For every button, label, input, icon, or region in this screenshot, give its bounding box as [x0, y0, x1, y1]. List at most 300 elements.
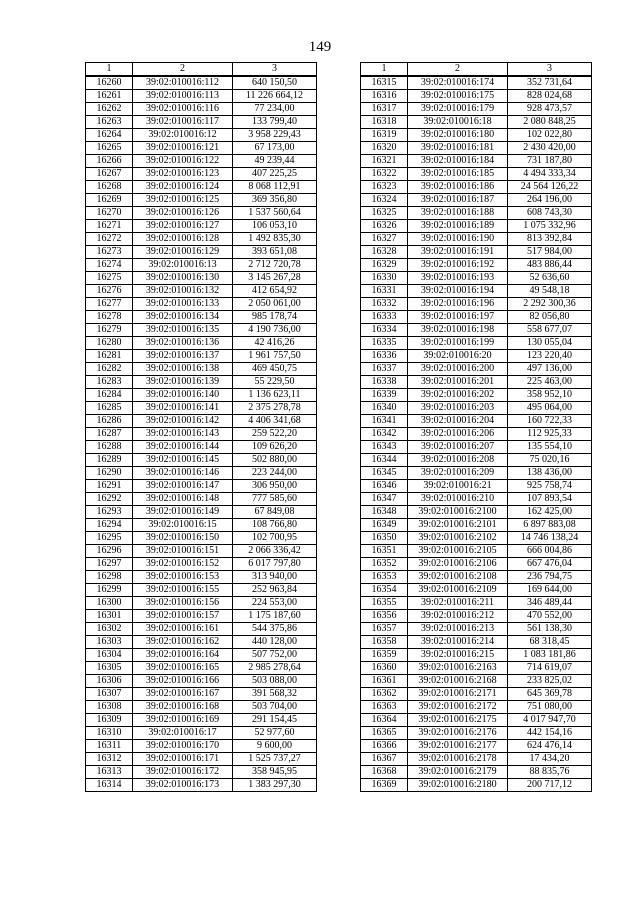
table-row	[361, 76, 592, 90]
cadastral-number-cell: 39:02:010016:209	[408, 467, 508, 480]
row-number-cell: 16324	[361, 194, 408, 207]
table-row	[86, 337, 317, 350]
value-cell: 1 525 737,27	[233, 753, 317, 766]
left-table	[85, 62, 317, 792]
value-cell: 358 945,95	[233, 766, 317, 779]
row-number-cell: 16295	[86, 532, 133, 545]
row-number-cell: 16331	[361, 285, 408, 298]
cadastral-number-cell: 39:02:010016:134	[133, 311, 233, 324]
cadastral-number-cell: 39:02:010016:116	[133, 103, 233, 116]
value-cell: 11 226 664,12	[233, 90, 317, 103]
value-cell: 1 136 623,11	[233, 389, 317, 402]
value-cell: 162 425,00	[508, 506, 592, 519]
row-number-cell: 16343	[361, 441, 408, 454]
cadastral-number-cell: 39:02:010016:174	[408, 76, 508, 90]
table-row	[361, 142, 592, 155]
table-row	[361, 662, 592, 675]
row-number-cell: 16360	[361, 662, 408, 675]
row-number-cell: 16312	[86, 753, 133, 766]
cadastral-number-cell: 39:02:010016:212	[408, 610, 508, 623]
cadastral-number-cell: 39:02:010016:202	[408, 389, 508, 402]
cadastral-number-cell: 39:02:010016:169	[133, 714, 233, 727]
table-row	[86, 766, 317, 779]
value-cell: 391 568,32	[233, 688, 317, 701]
value-cell: 6 897 883,08	[508, 519, 592, 532]
cadastral-number-cell: 39:02:010016:168	[133, 701, 233, 714]
cadastral-number-cell: 39:02:010016:208	[408, 454, 508, 467]
cadastral-number-cell: 39:02:010016:129	[133, 246, 233, 259]
cadastral-number-cell: 39:02:010016:151	[133, 545, 233, 558]
cadastral-number-cell: 39:02:010016:161	[133, 623, 233, 636]
row-number-cell: 16341	[361, 415, 408, 428]
value-cell: 507 752,00	[233, 649, 317, 662]
row-number-cell: 16325	[361, 207, 408, 220]
value-cell: 75 020,16	[508, 454, 592, 467]
table-row	[86, 428, 317, 441]
cadastral-number-cell: 39:02:010016:167	[133, 688, 233, 701]
value-cell: 1 175 187,60	[233, 610, 317, 623]
value-cell: 236 794,75	[508, 571, 592, 584]
row-number-cell: 16266	[86, 155, 133, 168]
row-number-cell: 16347	[361, 493, 408, 506]
table-row	[361, 584, 592, 597]
row-number-cell: 16339	[361, 389, 408, 402]
table-row	[86, 168, 317, 181]
table-row	[86, 441, 317, 454]
cadastral-number-cell: 39:02:010016:145	[133, 454, 233, 467]
cadastral-number-cell: 39:02:010016:153	[133, 571, 233, 584]
value-cell: 1 083 181,86	[508, 649, 592, 662]
cadastral-number-cell: 39:02:010016:146	[133, 467, 233, 480]
table-row	[361, 181, 592, 194]
row-number-cell: 16319	[361, 129, 408, 142]
value-cell: 1 961 757,50	[233, 350, 317, 363]
cadastral-number-cell: 39:02:010016:200	[408, 363, 508, 376]
cadastral-number-cell: 39:02:010016:206	[408, 428, 508, 441]
value-cell: 67 173,00	[233, 142, 317, 155]
table-row	[361, 493, 592, 506]
cadastral-number-cell: 39:02:010016:197	[408, 311, 508, 324]
cadastral-number-cell: 39:02:010016:148	[133, 493, 233, 506]
row-number-cell: 16311	[86, 740, 133, 753]
row-number-cell: 16352	[361, 558, 408, 571]
value-cell: 393 651,08	[233, 246, 317, 259]
row-number-cell: 16346	[361, 480, 408, 493]
row-number-cell: 16333	[361, 311, 408, 324]
cadastral-number-cell: 39:02:010016:198	[408, 324, 508, 337]
value-cell: 358 952,10	[508, 389, 592, 402]
cadastral-number-cell: 39:02:010016:156	[133, 597, 233, 610]
table-row	[86, 363, 317, 376]
row-number-cell: 16322	[361, 168, 408, 181]
cadastral-number-cell: 39:02:010016:125	[133, 194, 233, 207]
row-number-cell: 16276	[86, 285, 133, 298]
cadastral-number-cell: 39:02:010016:149	[133, 506, 233, 519]
row-number-cell: 16280	[86, 337, 133, 350]
cadastral-number-cell: 39:02:010016:2163	[408, 662, 508, 675]
row-number-cell: 16279	[86, 324, 133, 337]
table-row	[361, 155, 592, 168]
table-row	[361, 532, 592, 545]
table-row	[86, 727, 317, 740]
cadastral-number-cell: 39:02:010016:188	[408, 207, 508, 220]
table-row	[86, 233, 317, 246]
value-cell: 469 450,75	[233, 363, 317, 376]
table-row	[86, 389, 317, 402]
value-cell: 640 150,50	[233, 76, 317, 90]
row-number-cell: 16330	[361, 272, 408, 285]
table-row	[86, 402, 317, 415]
row-number-cell: 16298	[86, 571, 133, 584]
cadastral-number-cell: 39:02:010016:128	[133, 233, 233, 246]
value-cell: 233 825,02	[508, 675, 592, 688]
cadastral-number-cell: 39:02:010016:173	[133, 779, 233, 792]
row-number-cell: 16356	[361, 610, 408, 623]
cadastral-number-cell: 39:02:010016:15	[133, 519, 233, 532]
cadastral-number-cell: 39:02:010016:122	[133, 155, 233, 168]
table-row	[361, 727, 592, 740]
value-cell: 2 375 278,78	[233, 402, 317, 415]
value-cell: 4 190 736,00	[233, 324, 317, 337]
table-row	[86, 636, 317, 649]
table-row	[361, 376, 592, 389]
cadastral-number-cell: 39:02:010016:186	[408, 181, 508, 194]
row-number-cell: 16274	[86, 259, 133, 272]
row-number-cell: 16366	[361, 740, 408, 753]
value-cell: 714 619,07	[508, 662, 592, 675]
row-number-cell: 16365	[361, 727, 408, 740]
value-cell: 346 489,44	[508, 597, 592, 610]
value-cell: 731 187,80	[508, 155, 592, 168]
value-cell: 1 492 835,30	[233, 233, 317, 246]
row-number-cell: 16320	[361, 142, 408, 155]
value-cell: 49 548,18	[508, 285, 592, 298]
cadastral-number-cell: 39:02:010016:126	[133, 207, 233, 220]
row-number-cell: 16277	[86, 298, 133, 311]
table-row	[361, 480, 592, 493]
row-number-cell: 16288	[86, 441, 133, 454]
value-cell: 49 239,44	[233, 155, 317, 168]
table-row	[86, 350, 317, 363]
table-row	[86, 181, 317, 194]
table-row	[361, 740, 592, 753]
table-row	[86, 259, 317, 272]
cadastral-number-cell: 39:02:010016:150	[133, 532, 233, 545]
row-number-cell: 16327	[361, 233, 408, 246]
cadastral-number-cell: 39:02:010016:2180	[408, 779, 508, 792]
value-cell: 4 017 947,70	[508, 714, 592, 727]
cadastral-number-cell: 39:02:010016:133	[133, 298, 233, 311]
value-cell: 8 068 112,91	[233, 181, 317, 194]
table-row	[86, 571, 317, 584]
row-number-cell: 16265	[86, 142, 133, 155]
row-number-cell: 16304	[86, 649, 133, 662]
cadastral-number-cell: 39:02:010016:191	[408, 246, 508, 259]
value-cell: 107 893,54	[508, 493, 592, 506]
table-row	[361, 272, 592, 285]
table-row	[86, 519, 317, 532]
cadastral-number-cell: 39:02:010016:142	[133, 415, 233, 428]
row-number-cell: 16342	[361, 428, 408, 441]
value-cell: 503 704,00	[233, 701, 317, 714]
value-cell: 645 369,78	[508, 688, 592, 701]
value-cell: 3 958 229,43	[233, 129, 317, 142]
cadastral-number-cell: 39:02:010016:13	[133, 259, 233, 272]
row-number-cell: 16345	[361, 467, 408, 480]
value-cell: 497 136,00	[508, 363, 592, 376]
table-row	[86, 272, 317, 285]
row-number-cell: 16338	[361, 376, 408, 389]
table-row	[361, 597, 592, 610]
row-number-cell: 16264	[86, 129, 133, 142]
value-cell: 369 356,80	[233, 194, 317, 207]
row-number-cell: 16299	[86, 584, 133, 597]
cadastral-number-cell: 39:02:010016:2168	[408, 675, 508, 688]
cadastral-number-cell: 39:02:010016:171	[133, 753, 233, 766]
value-cell: 666 004,86	[508, 545, 592, 558]
row-number-cell: 16270	[86, 207, 133, 220]
value-cell: 4 406 341,68	[233, 415, 317, 428]
value-cell: 313 940,00	[233, 571, 317, 584]
table-row	[361, 207, 592, 220]
table-row	[361, 766, 592, 779]
value-cell: 2 050 061,00	[233, 298, 317, 311]
cadastral-number-cell: 39:02:010016:172	[133, 766, 233, 779]
table-row	[86, 467, 317, 480]
value-cell: 985 178,74	[233, 311, 317, 324]
table-row	[86, 753, 317, 766]
table-row	[361, 402, 592, 415]
table-row	[86, 454, 317, 467]
table-row	[361, 389, 592, 402]
row-number-cell: 16364	[361, 714, 408, 727]
row-number-cell: 16355	[361, 597, 408, 610]
table-row	[361, 168, 592, 181]
table-row	[86, 675, 317, 688]
table-row	[86, 558, 317, 571]
cadastral-number-cell: 39:02:010016:210	[408, 493, 508, 506]
cadastral-number-cell: 39:02:010016:2100	[408, 506, 508, 519]
cadastral-number-cell: 39:02:010016:213	[408, 623, 508, 636]
row-number-cell: 16315	[361, 76, 408, 90]
value-cell: 138 436,00	[508, 467, 592, 480]
cadastral-number-cell: 39:02:010016:144	[133, 441, 233, 454]
cadastral-number-cell: 39:02:010016:17	[133, 727, 233, 740]
row-number-cell: 16340	[361, 402, 408, 415]
table-row	[361, 428, 592, 441]
header-cell-3: 3	[233, 63, 317, 77]
cadastral-number-cell: 39:02:010016:204	[408, 415, 508, 428]
value-cell: 517 984,00	[508, 246, 592, 259]
table-row	[86, 597, 317, 610]
row-number-cell: 16362	[361, 688, 408, 701]
table-row	[86, 155, 317, 168]
table-row	[361, 415, 592, 428]
cadastral-number-cell: 39:02:010016:123	[133, 168, 233, 181]
table-row	[361, 454, 592, 467]
row-number-cell: 16329	[361, 259, 408, 272]
value-cell: 2 080 848,25	[508, 116, 592, 129]
cadastral-number-cell: 39:02:010016:180	[408, 129, 508, 142]
value-cell: 160 722,33	[508, 415, 592, 428]
row-number-cell: 16286	[86, 415, 133, 428]
table-row	[361, 649, 592, 662]
value-cell: 412 654,92	[233, 285, 317, 298]
cadastral-number-cell: 39:02:010016:214	[408, 636, 508, 649]
table-row	[361, 506, 592, 519]
row-number-cell: 16284	[86, 389, 133, 402]
cadastral-number-cell: 39:02:010016:18	[408, 116, 508, 129]
value-cell: 109 626,20	[233, 441, 317, 454]
cadastral-number-cell: 39:02:010016:2101	[408, 519, 508, 532]
table-row	[86, 688, 317, 701]
cadastral-number-cell: 39:02:010016:162	[133, 636, 233, 649]
row-number-cell: 16282	[86, 363, 133, 376]
value-cell: 407 225,25	[233, 168, 317, 181]
value-cell: 102 022,80	[508, 129, 592, 142]
row-number-cell: 16306	[86, 675, 133, 688]
table-row	[361, 90, 592, 103]
value-cell: 440 128,00	[233, 636, 317, 649]
value-cell: 667 476,04	[508, 558, 592, 571]
table-row	[361, 519, 592, 532]
value-cell: 130 055,04	[508, 337, 592, 350]
value-cell: 6 017 797,80	[233, 558, 317, 571]
cadastral-number-cell: 39:02:010016:121	[133, 142, 233, 155]
value-cell: 264 196,00	[508, 194, 592, 207]
row-number-cell: 16260	[86, 76, 133, 90]
table-row	[361, 441, 592, 454]
table-row	[86, 545, 317, 558]
table-row	[361, 233, 592, 246]
row-number-cell: 16294	[86, 519, 133, 532]
row-number-cell: 16336	[361, 350, 408, 363]
value-cell: 291 154,45	[233, 714, 317, 727]
table-row	[86, 285, 317, 298]
row-number-cell: 16301	[86, 610, 133, 623]
value-cell: 2 712 720,78	[233, 259, 317, 272]
value-cell: 88 835,76	[508, 766, 592, 779]
value-cell: 123 220,40	[508, 350, 592, 363]
value-cell: 3 145 267,28	[233, 272, 317, 285]
row-number-cell: 16302	[86, 623, 133, 636]
cadastral-number-cell: 39:02:010016:175	[408, 90, 508, 103]
cadastral-number-cell: 39:02:010016:147	[133, 480, 233, 493]
row-number-cell: 16328	[361, 246, 408, 259]
value-cell: 483 886,44	[508, 259, 592, 272]
value-cell: 561 138,30	[508, 623, 592, 636]
table-row	[86, 532, 317, 545]
cadastral-number-cell: 39:02:010016:20	[408, 350, 508, 363]
row-number-cell: 16283	[86, 376, 133, 389]
row-number-cell: 16269	[86, 194, 133, 207]
cadastral-number-cell: 39:02:010016:211	[408, 597, 508, 610]
cadastral-number-cell: 39:02:010016:166	[133, 675, 233, 688]
table-row	[86, 493, 317, 506]
row-number-cell: 16303	[86, 636, 133, 649]
cadastral-number-cell: 39:02:010016:165	[133, 662, 233, 675]
cadastral-number-cell: 39:02:010016:2178	[408, 753, 508, 766]
cadastral-number-cell: 39:02:010016:12	[133, 129, 233, 142]
cadastral-number-cell: 39:02:010016:132	[133, 285, 233, 298]
table-row	[86, 714, 317, 727]
cadastral-number-cell: 39:02:010016:136	[133, 337, 233, 350]
table-row	[86, 701, 317, 714]
table-row	[86, 740, 317, 753]
row-number-cell: 16285	[86, 402, 133, 415]
table-row	[86, 584, 317, 597]
cadastral-number-cell: 39:02:010016:21	[408, 480, 508, 493]
header-row	[86, 63, 317, 77]
table-row	[86, 207, 317, 220]
table-row	[361, 779, 592, 792]
cadastral-number-cell: 39:02:010016:2177	[408, 740, 508, 753]
value-cell: 928 473,57	[508, 103, 592, 116]
value-cell: 777 585,60	[233, 493, 317, 506]
cadastral-number-cell: 39:02:010016:164	[133, 649, 233, 662]
table-row	[361, 324, 592, 337]
row-number-cell: 16326	[361, 220, 408, 233]
row-number-cell: 16261	[86, 90, 133, 103]
cadastral-number-cell: 39:02:010016:2171	[408, 688, 508, 701]
cadastral-number-cell: 39:02:010016:187	[408, 194, 508, 207]
table-row	[361, 558, 592, 571]
cadastral-number-cell: 39:02:010016:113	[133, 90, 233, 103]
cadastral-number-cell: 39:02:010016:112	[133, 76, 233, 90]
table-row	[86, 129, 317, 142]
cadastral-number-cell: 39:02:010016:135	[133, 324, 233, 337]
value-cell: 224 553,00	[233, 597, 317, 610]
cadastral-number-cell: 39:02:010016:189	[408, 220, 508, 233]
row-number-cell: 16350	[361, 532, 408, 545]
value-cell: 4 494 333,34	[508, 168, 592, 181]
row-number-cell: 16337	[361, 363, 408, 376]
row-number-cell: 16293	[86, 506, 133, 519]
value-cell: 495 064,00	[508, 402, 592, 415]
row-number-cell: 16349	[361, 519, 408, 532]
value-cell: 17 434,20	[508, 753, 592, 766]
table-row	[361, 623, 592, 636]
row-number-cell: 16305	[86, 662, 133, 675]
value-cell: 608 743,30	[508, 207, 592, 220]
value-cell: 259 522,20	[233, 428, 317, 441]
value-cell: 1 383 297,30	[233, 779, 317, 792]
value-cell: 9 600,00	[233, 740, 317, 753]
value-cell: 2 985 278,64	[233, 662, 317, 675]
table-row	[86, 376, 317, 389]
value-cell: 42 416,26	[233, 337, 317, 350]
cadastral-number-cell: 39:02:010016:140	[133, 389, 233, 402]
row-number-cell: 16358	[361, 636, 408, 649]
cadastral-number-cell: 39:02:010016:190	[408, 233, 508, 246]
row-number-cell: 16363	[361, 701, 408, 714]
table-row	[361, 285, 592, 298]
row-number-cell: 16297	[86, 558, 133, 571]
value-cell: 112 925,33	[508, 428, 592, 441]
row-number-cell: 16281	[86, 350, 133, 363]
value-cell: 306 950,00	[233, 480, 317, 493]
value-cell: 55 229,50	[233, 376, 317, 389]
row-number-cell: 16296	[86, 545, 133, 558]
row-number-cell: 16291	[86, 480, 133, 493]
table-row	[86, 116, 317, 129]
value-cell: 544 375,86	[233, 623, 317, 636]
row-number-cell: 16357	[361, 623, 408, 636]
row-number-cell: 16361	[361, 675, 408, 688]
value-cell: 133 799,40	[233, 116, 317, 129]
table-row	[86, 246, 317, 259]
value-cell: 135 554,10	[508, 441, 592, 454]
